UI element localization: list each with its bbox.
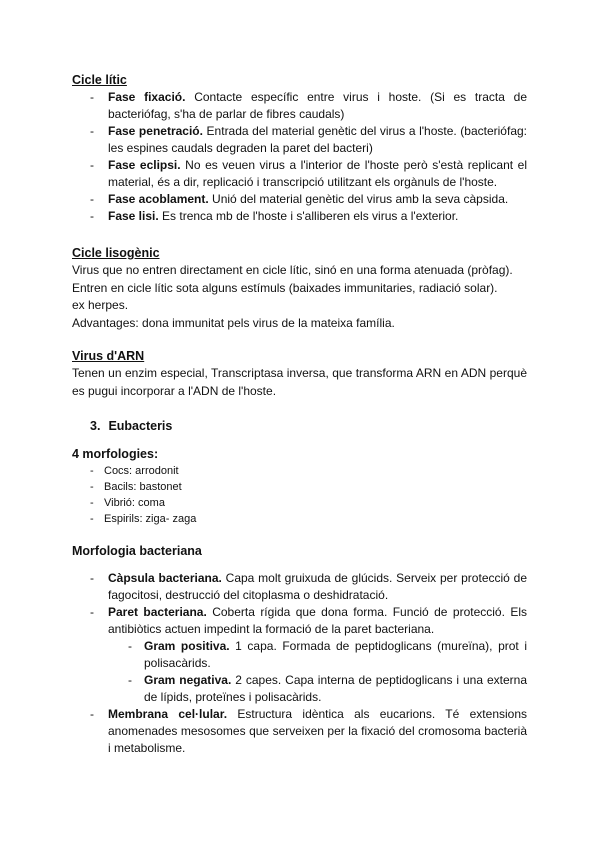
- desc: 1 capa. Formada de peptidoglicans (mureïna), prot i polisacàrids.: [144, 639, 527, 670]
- term: Fase fixació.: [108, 90, 186, 104]
- list-item: [72, 123, 527, 157]
- list-item: - Cocs: arrodonit: [72, 463, 527, 479]
- term: Membrana cel·lular.: [108, 707, 228, 721]
- paragraph-line: ex herpes.: [72, 298, 129, 312]
- list-item: [72, 191, 527, 208]
- gram-list: [72, 638, 527, 706]
- heading-morfologia-bacteriana: Morfologia bacteriana: [72, 544, 202, 558]
- paragraph: Tenen un enzim especial, Transcriptasa inversa, que transforma ARN en ADN perquè es pugui incorporar a l'ADN de l'hoste.: [72, 366, 527, 398]
- list-item: [72, 604, 527, 638]
- heading-eubacteris: [90, 418, 545, 435]
- section-virus-arn: [72, 348, 527, 400]
- list-item: - Vibrió: coma: [72, 495, 527, 511]
- list-item: - Bacils: bastonet: [72, 479, 527, 495]
- term: Fase acoblament.: [108, 192, 209, 206]
- list-item: [72, 157, 527, 191]
- fases-list: [72, 89, 527, 225]
- desc: No es veuen virus a l'interior de l'hoste però s'està replicant el material, és a dir, replicació i transcripció utilitzant els orgànuls de l'hoste.: [108, 158, 528, 189]
- list-item: [72, 706, 527, 757]
- paragraph-line: Entren en cicle lític sota alguns estímuls (baixades immunitaries, radiació solar).: [72, 280, 498, 295]
- section-number: 3.: [90, 419, 101, 433]
- list-item: - Espirils: ziga- zaga: [72, 511, 527, 527]
- morfologies-list: [72, 463, 527, 527]
- list-item: [72, 672, 527, 706]
- term: Fase penetració.: [108, 124, 203, 138]
- list-item: [72, 208, 527, 225]
- section-morfologies: [72, 446, 527, 527]
- desc: Capa molt gruixuda de glúcids. Serveix per protecció de fagocitosi, destrucció del citoplasma o deshidratació.: [108, 571, 527, 602]
- list-item: [72, 638, 527, 672]
- section-title: Eubacteris: [108, 419, 173, 433]
- desc: Entrada del material genètic del virus a l'hoste. (bacteriófag: les espines caudals degraden la paret del bacteri): [108, 124, 528, 155]
- morfologia-list: [72, 570, 527, 638]
- desc: Unió del material genètic del virus amb la seva càpsida.: [208, 192, 509, 206]
- heading-cicle-lisogenic: Cicle lisogènic: [72, 246, 160, 260]
- desc: Estructura idèntica als eucarions. Té extensions anomenades mesosomes que serveixen per la fixació del cromosoma bacterià i metabolisme.: [108, 707, 528, 755]
- paragraph-line: Virus que no entren directament en cicle lític, sinó en una forma atenuada (pròfag).: [72, 263, 513, 277]
- heading-morfologies: 4 morfologies:: [72, 447, 159, 461]
- desc: Contacte específic entre virus i hoste. (Si es tracta de bacteriófag, s'ha de parlar de fibres caudals): [108, 90, 527, 121]
- list-item: [72, 89, 527, 123]
- morfologia-list-container: [72, 570, 527, 757]
- heading-virus-arn: Virus d'ARN: [72, 349, 145, 363]
- membrana-list: [72, 706, 527, 757]
- section-cicle-lisogenic: [72, 245, 527, 332]
- section-cicle-litic: [72, 72, 527, 225]
- list-item: [72, 570, 527, 604]
- term: Fase lisi.: [108, 209, 159, 223]
- paragraph-line: Advantages: dona immunitat pels virus de la mateixa família.: [72, 315, 395, 330]
- term: Paret bacteriana.: [108, 605, 207, 619]
- desc: Coberta rígida que dona forma. Funció de protecció. Els antibiòtics actuen impedint la formació de la paret bacteriana.: [108, 605, 527, 636]
- term: Càpsula bacteriana.: [108, 571, 222, 585]
- section-morfologia-bacteriana: [72, 543, 527, 560]
- heading-cicle-litic: Cicle lític: [72, 73, 127, 87]
- term: Fase eclipsi.: [108, 158, 181, 172]
- term: Gram positiva.: [144, 639, 230, 653]
- desc: Es trenca mb de l'hoste i s'alliberen els virus a l'exterior.: [158, 209, 459, 223]
- term: Gram negativa.: [144, 673, 232, 687]
- desc: 2 capes. Capa interna de peptidoglicans i una externa de lípids, proteïnes i polisacàrids.: [144, 673, 527, 704]
